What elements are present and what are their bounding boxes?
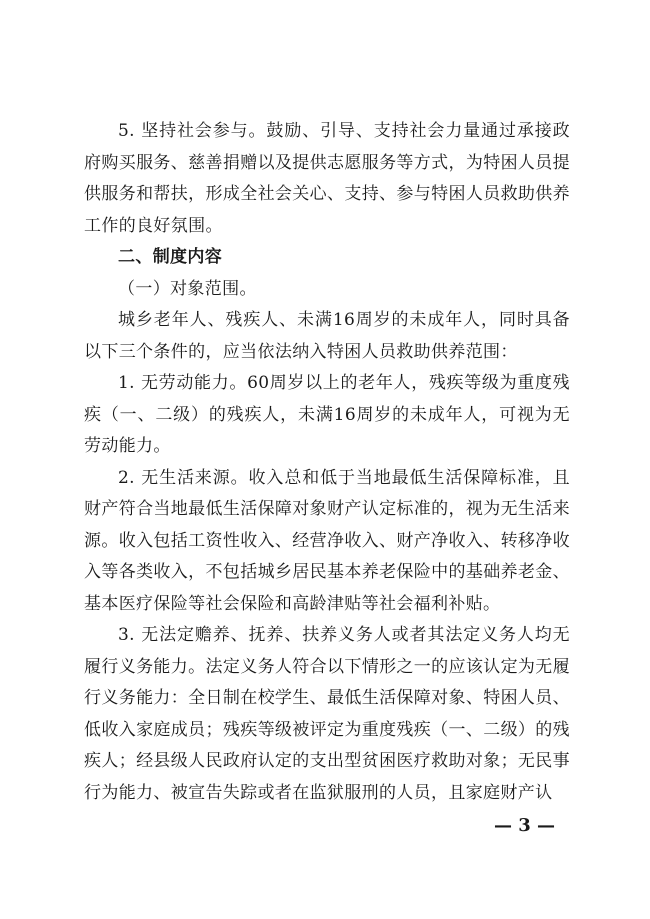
subsection-heading: （一）对象范围。 — [118, 278, 257, 299]
paragraph-principle-5: 5. 坚持社会参与。鼓励、引导、支持社会力量通过承接政府购买服务、慈善捐赠以及提供志愿服务等方式，为特困人员提供服务和帮扶，形成全社会关心、支持、参与特困人员救助供养工作的良好氛围。 — [84, 121, 570, 236]
paragraph-intro: 城乡老年人、残疾人、未满16周岁的未成年人，同时具备以下三个条件的，应当依法纳入特困人员救助供养范围： — [84, 310, 570, 362]
section-heading: 二、制度内容 — [118, 247, 223, 267]
page-number: — 3 — — [494, 815, 556, 836]
paragraph-condition-2: 2. 无生活来源。收入总和低于当地最低生活保障标准，且财产符合当地最低生活保障对象财产认定标准的，视为无生活来源。收入包括工资性收入、经营净收入、财产净收入、转移净收入等各类收入，不包括城乡居民基本养老保险中的基础养老金、基本医疗保险等社会保险和高龄津贴等社会福利补贴。 — [84, 467, 570, 614]
document-body — [84, 116, 570, 809]
paragraph-condition-3: 3. 无法定赡养、抚养、扶养义务人或者其法定义务人均无履行义务能力。法定义务人符合以下情形之一的应该认定为无履行义务能力：全日制在校学生、最低生活保障对象、特困人员、低收入家庭成员；残疾等级被评定为重度残疾（一、二级）的残疾人；经县级人民政府认定的支出型贫困医疗救助对象；无民事行为能力、被宣告失踪或者在监狱服刑的人员，且家庭财产认 — [84, 625, 570, 803]
paragraph-condition-1: 1. 无劳动能力。60周岁以上的老年人，残疾等级为重度残疾（一、二级）的残疾人，未满16周岁的未成年人，可视为无劳动能力。 — [84, 373, 570, 456]
